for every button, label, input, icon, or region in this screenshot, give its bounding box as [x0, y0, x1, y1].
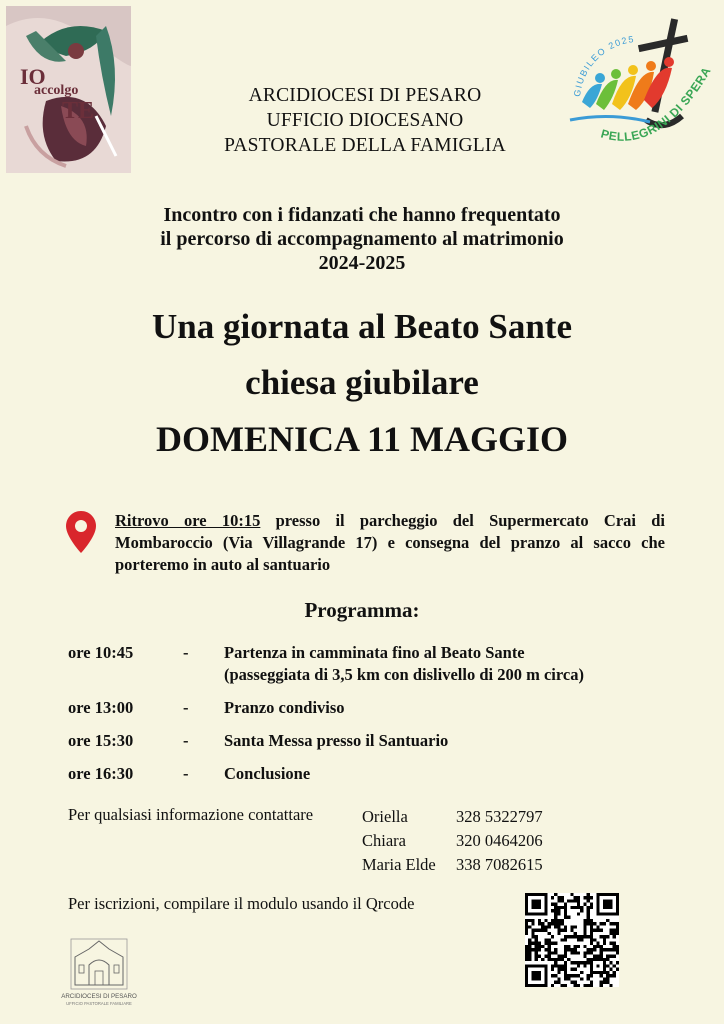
contact-phone: 338 7082615: [456, 855, 543, 874]
io-accolgo-te-logo: [6, 6, 131, 173]
logo-left-accolgo: accolgo: [34, 83, 79, 98]
contact-name: Maria Elde: [362, 855, 436, 874]
location-pin-icon: [66, 511, 96, 553]
program-time: ore 13:00: [68, 698, 134, 717]
program-dash: -: [183, 764, 189, 783]
header-line-2: UFFICIO DIOCESANO: [266, 110, 464, 131]
pellegrini-di-speranza-text: PELLEGRINI DI SPERA: [599, 64, 714, 144]
footer-logo-line-1: ARCIDIOCESI DI PESARO: [61, 993, 137, 1000]
registration-text: Per iscrizioni, compilare il modulo usando il Qrcode: [68, 894, 415, 913]
logo-left-te: TE: [62, 98, 95, 124]
giubileo-year-text: GIUBILEO 2025: [571, 33, 636, 98]
contact-name: Chiara: [362, 831, 406, 850]
program-desc: [224, 642, 694, 686]
contact-row: [362, 805, 543, 829]
intro-line-3: 2024-2025: [318, 252, 406, 274]
program-dash: -: [183, 698, 189, 717]
header-line-3: PASTORALE DELLA FAMIGLIA: [224, 135, 506, 156]
contact-row: [362, 829, 543, 853]
event-title: Una giornata al Beato Sante: [152, 307, 572, 346]
intro-line-1: Incontro con i fidanzati che hanno frequentato: [163, 204, 561, 226]
program-desc-line: Partenza in camminata fino al Beato Sante: [224, 643, 525, 662]
program-dash: -: [183, 643, 189, 662]
info-label: Per qualsiasi informazione contattare: [68, 805, 314, 824]
program-item: [68, 642, 688, 688]
contact-row: [362, 853, 543, 877]
intro-line-2: il percorso di accompagnamento al matrimonio: [160, 228, 564, 250]
program-time: ore 15:30: [68, 731, 134, 750]
contact-phone: 320 0464206: [456, 831, 543, 850]
organization-header: [140, 83, 590, 158]
intro-text: [60, 203, 664, 275]
logo-left-io: IO: [20, 64, 46, 89]
meeting-time: Ritrovo ore 10:15: [115, 511, 261, 530]
event-date: DOMENICA 11 MAGGIO: [155, 419, 568, 459]
program-time: ore 16:30: [68, 764, 134, 783]
contact-phone: 328 5322797: [456, 807, 543, 826]
qr-code[interactable]: [525, 893, 619, 987]
event-subtitle: chiesa giubilare: [245, 363, 479, 402]
program-dash: -: [183, 731, 189, 750]
program-desc: Conclusione: [224, 764, 311, 783]
program-title: Programma:: [304, 598, 420, 622]
program-desc: Pranzo condiviso: [224, 698, 345, 717]
program-time: ore 10:45: [68, 643, 134, 662]
header-line-1: ARCIDIOCESI DI PESARO: [248, 85, 482, 106]
program-desc: Santa Messa presso il Santuario: [224, 731, 449, 750]
program-desc-note: (passeggiata di 3,5 km con dislivello di 200 m circa): [224, 665, 584, 684]
contacts-list: [362, 805, 543, 877]
diocese-footer-logo: [61, 937, 137, 1009]
meeting-point-text: [115, 510, 665, 576]
meeting-details: presso il parcheggio del Supermercato Crai di Mombaroccio (Via Villagrande 17) e consegna del pranzo al sacco che porteremo in auto al santuario: [115, 511, 665, 574]
contact-name: Oriella: [362, 807, 408, 826]
footer-logo-line-2: UFFICIO PASTORALE FAMILIARE: [66, 1001, 132, 1006]
